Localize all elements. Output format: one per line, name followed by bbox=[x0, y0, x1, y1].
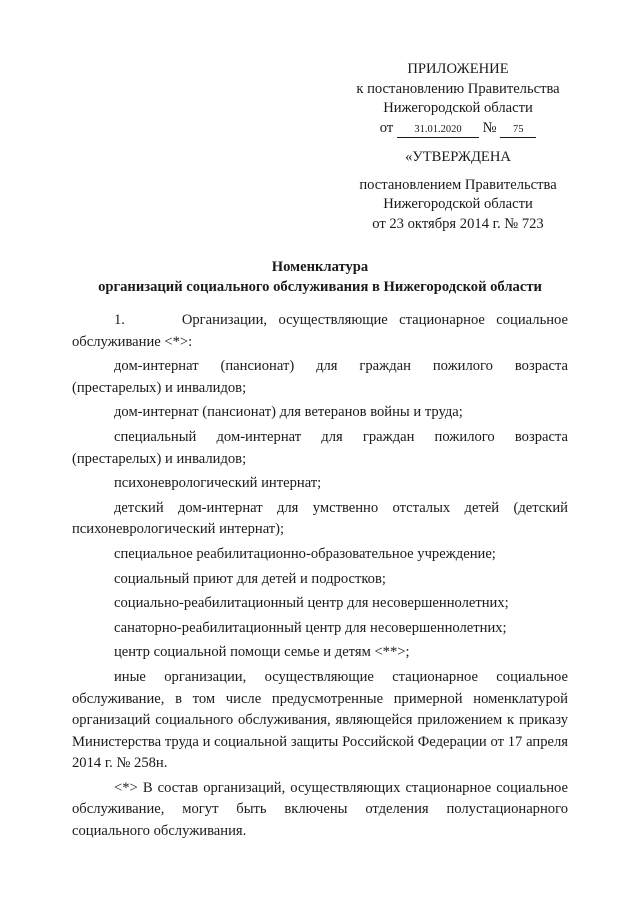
paragraph-item: специальное реабилитационно-образовательное учреждение; bbox=[114, 545, 496, 562]
approved-gap bbox=[338, 168, 578, 176]
paragraph-item: детский дом-интернат для умственно отсталых детей (детский психоневрологический интернат); bbox=[72, 499, 568, 538]
appendix-line-1: к постановлению Правительства bbox=[356, 80, 560, 97]
decree-date: 31.01.2020 bbox=[397, 123, 479, 138]
decree-number: 75 bbox=[500, 123, 536, 138]
approved-line-2: Нижегородской области bbox=[383, 196, 533, 212]
number-sign: № bbox=[482, 119, 497, 136]
paragraph-footnote: <*> В состав организаций, осуществляющих стационарное социальное обслуживание, могут быть включены отделения полустационарного социального обслуживания. bbox=[72, 779, 568, 840]
paragraph-item: специальный дом-интернат для граждан пожилого возраста (престарелых) и инвалидов; bbox=[72, 428, 568, 467]
from-label: от bbox=[379, 119, 394, 136]
approved-line-1: постановлением Правительства bbox=[359, 176, 557, 193]
paragraph-item: дом-интернат (пансионат) для граждан пожилого возраста (престарелых) и инвалидов; bbox=[72, 358, 568, 396]
paragraph-item: дом-интернат (пансионат) для ветеранов войны и труда; bbox=[114, 404, 463, 421]
document-title-line-1: Номенклатура bbox=[271, 259, 369, 275]
approved-line-3: от 23 октября 2014 г. № 723 bbox=[372, 215, 544, 232]
paragraph-item: социально-реабилитационный центр для несовершеннолетних; bbox=[114, 595, 509, 612]
document-title-line-2: организаций социального обслуживания в Нижегородской области bbox=[98, 278, 542, 295]
appendix-title: ПРИЛОЖЕНИЕ bbox=[407, 61, 509, 77]
appendix-line-2: Нижегородской области bbox=[383, 100, 533, 116]
paragraph-item: иные организации, осуществляющие стационарное социальное обслуживание, в том числе предусмотренные примерной номенклатурой организаций социального обслуживания, являющейся приложением к приказу Министерства труда и социальной защиты Российской Федерации от 17 апреля 2014 г. № 258н. bbox=[72, 668, 568, 772]
paragraph-item: центр социальной помощи семье и детям <**>; bbox=[114, 644, 410, 661]
approved-block bbox=[338, 148, 578, 234]
appendix-reference bbox=[338, 119, 578, 139]
document-title bbox=[72, 258, 568, 297]
paragraph-item: социальный приют для детей и подростков; bbox=[114, 570, 386, 587]
paragraph-item: психоневрологический интернат; bbox=[114, 475, 322, 492]
paragraph-item: санаторно-реабилитационный центр для несовершеннолетних; bbox=[114, 619, 507, 636]
paragraph-section-1: 1. Организации, осуществляющие стационарное социальное обслуживание <*>: bbox=[72, 312, 568, 350]
approved-title: «УТВЕРЖДЕНА bbox=[405, 149, 511, 165]
document-body bbox=[72, 310, 568, 843]
appendix-block bbox=[338, 60, 578, 138]
